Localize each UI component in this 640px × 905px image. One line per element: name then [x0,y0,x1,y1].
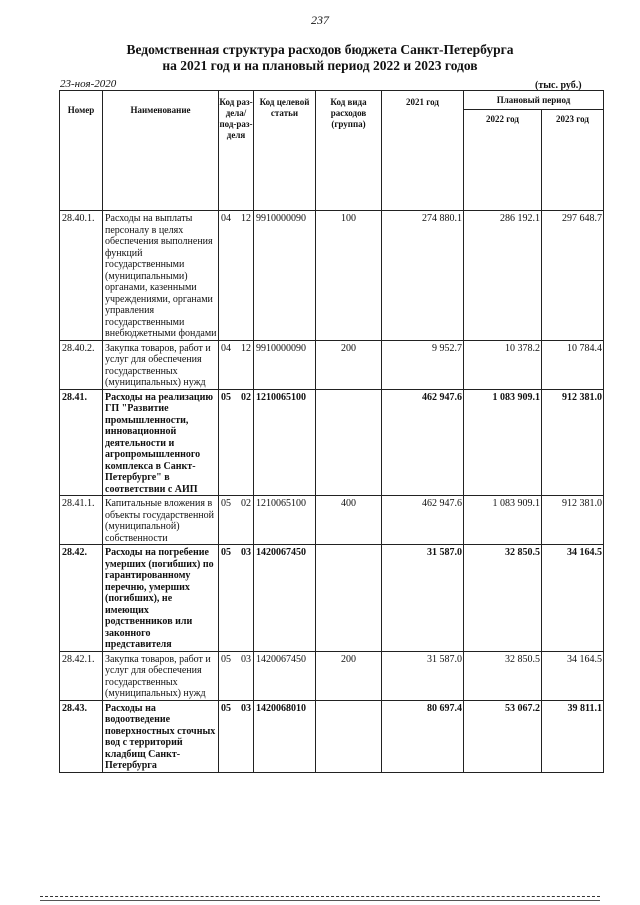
row-expense-type: 200 [316,340,382,389]
row-amount-2022: 53 067.2 [464,700,542,772]
row-name: Расходы на выплаты персоналу в целях обеспечения выполнения функций государственными (муниципальными) органами, казенными учреждениями, органами управления государственными внебюджетными фондами [103,211,219,341]
row-amount-2023: 39 811.1 [542,700,604,772]
footer-dashed-line [40,896,600,897]
row-expense-type [316,700,382,772]
header-name: Наименование [103,91,219,211]
row-number: 28.41.1. [60,496,103,545]
row-subsection-code: 12 [241,342,251,354]
row-amount-2021: 274 880.1 [382,211,464,341]
row-amount-2023: 297 648.7 [542,211,604,341]
row-number: 28.43. [60,700,103,772]
row-section [219,389,254,496]
row-section-code: 05 [221,498,231,509]
row-section [219,651,254,700]
row-amount-2021: 462 947.6 [382,496,464,545]
header-section: Код раз-дела/ под-раз-деля [219,91,254,211]
row-amount-2023: 912 381.0 [542,496,604,545]
table-body [60,211,604,773]
row-number: 28.42.1. [60,651,103,700]
row-expense-type [316,545,382,652]
table-row [60,389,604,496]
row-subsection-code: 03 [241,653,251,665]
row-section-code: 05 [221,391,231,403]
title-line-1: Ведомственная структура расходов бюджета Санкт-Петербурга [126,42,514,57]
row-number: 28.42. [60,545,103,652]
row-expense-type [316,389,382,496]
row-amount-2021: 31 587.0 [382,651,464,700]
table-row [60,211,604,341]
row-section [219,211,254,341]
row-amount-2023: 34 164.5 [542,651,604,700]
row-amount-2023: 10 784.4 [542,340,604,389]
row-amount-2023: 34 164.5 [542,545,604,652]
row-name: Капитальные вложения в объекты государственной (муниципальной) собственности [103,496,219,545]
row-name: Расходы на погребение умерших (погибших) по гарантированному перечню, умерших (погибших), не имеющих родственников или законного представителя [103,545,219,652]
row-section-code: 05 [221,702,231,714]
row-name: Расходы на реализацию ГП "Развитие промышленности, инновационной деятельности и агропромышленного комплекса в Санкт-Петербурге" в соответствии с АИП [103,389,219,496]
row-name: Закупка товаров, работ и услуг для обеспечения государственных (муниципальных) нужд [103,651,219,700]
row-section [219,700,254,772]
row-target-code: 9910000090 [254,340,316,389]
row-subsection-code: 02 [241,391,251,403]
row-number: 28.41. [60,389,103,496]
row-section-code: 04 [221,342,231,354]
row-subsection-code: 12 [241,213,251,224]
row-section [219,545,254,652]
row-target-code: 1420068010 [254,700,316,772]
page-number: 237 [311,13,329,27]
budget-table [59,90,604,773]
header-2023: 2023 год [542,110,604,211]
table-row [60,340,604,389]
row-target-code: 1210065100 [254,496,316,545]
row-amount-2022: 1 083 909.1 [464,496,542,545]
row-section-code: 05 [221,653,231,665]
table-row [60,700,604,772]
title-line-2: на 2021 год и на плановый период 2022 и 2023 годов [162,58,478,73]
row-amount-2022: 10 378.2 [464,340,542,389]
header-2021: 2021 год [382,91,464,211]
row-expense-type: 200 [316,651,382,700]
row-section [219,340,254,389]
row-target-code: 1210065100 [254,389,316,496]
row-section-code: 04 [221,213,231,224]
row-name: Расходы на водоотведение поверхностных сточных вод с территорий кладбищ Санкт-Петербурга [103,700,219,772]
row-amount-2022: 32 850.5 [464,545,542,652]
row-amount-2023: 912 381.0 [542,389,604,496]
header-number: Номер [60,91,103,211]
row-target-code: 1420067450 [254,651,316,700]
header-planned-period: Плановый период [464,91,604,110]
header-row [60,91,604,110]
row-subsection-code: 02 [241,498,251,509]
table-row [60,496,604,545]
row-expense-type: 100 [316,211,382,341]
row-amount-2021: 31 587.0 [382,545,464,652]
row-amount-2021: 80 697.4 [382,700,464,772]
document-title [0,42,640,74]
row-amount-2022: 1 083 909.1 [464,389,542,496]
row-amount-2021: 462 947.6 [382,389,464,496]
units-label: (тыс. руб.) [535,80,582,91]
row-amount-2022: 32 850.5 [464,651,542,700]
header-expense-type: Код вида расходов (группа) [316,91,382,211]
row-number: 28.40.1. [60,211,103,341]
row-subsection-code: 03 [241,702,251,714]
row-section-code: 05 [221,547,231,558]
row-subsection-code: 03 [241,547,251,558]
footer-solid-line [40,900,600,901]
table-row [60,651,604,700]
table-row [60,545,604,652]
row-section [219,496,254,545]
row-amount-2022: 286 192.1 [464,211,542,341]
row-expense-type: 400 [316,496,382,545]
row-target-code: 9910000090 [254,211,316,341]
row-target-code: 1420067450 [254,545,316,652]
row-name: Закупка товаров, работ и услуг для обеспечения государственных (муниципальных) нужд [103,340,219,389]
header-2022: 2022 год [464,110,542,211]
row-number: 28.40.2. [60,340,103,389]
row-amount-2021: 9 952.7 [382,340,464,389]
header-target: Код целевой статьи [254,91,316,211]
document-date: 23-ноя-2020 [60,78,117,90]
